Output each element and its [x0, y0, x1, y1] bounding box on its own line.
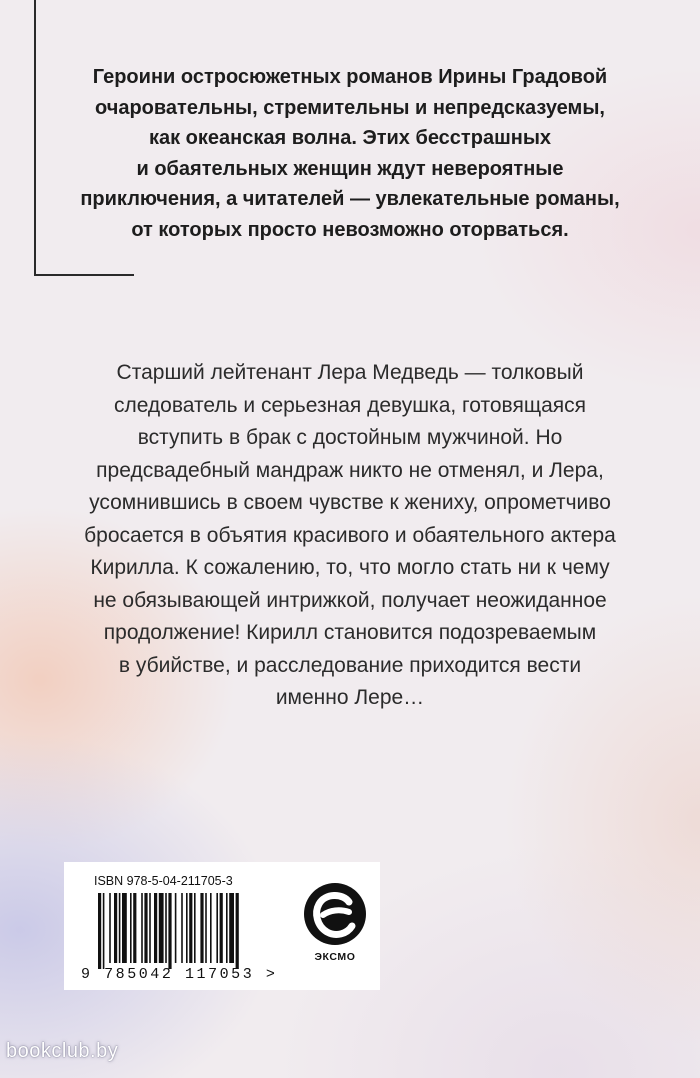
frame-line-vertical: [34, 0, 36, 276]
publisher-name: ЭКСМО: [314, 951, 356, 963]
synopsis-line: не обязывающей интрижкой, получает неожиданное: [93, 588, 607, 612]
synopsis-line: предсвадебный мандраж никто не отменял, и Лера,: [96, 458, 604, 482]
ean-digits: 9 785042 117053 >: [81, 966, 278, 983]
intro-line: от которых просто невозможно оторваться.: [131, 218, 569, 241]
intro-line: и обаятельных женщин ждут невероятные: [136, 157, 564, 180]
synopsis-line: усомнившись в своем чувстве к жениху, опрометчиво: [89, 491, 611, 514]
synopsis-line: Кирилла. К сожалению, то, что могло стать ни к чему: [90, 556, 610, 579]
synopsis-line: продолжение! Кирилл становится подозреваемым: [103, 621, 597, 644]
series-intro-text: [40, 62, 660, 245]
frame-line-horizontal: [34, 274, 134, 276]
synopsis-line: в убийстве, и расследование приходится вести: [118, 653, 582, 677]
synopsis-line: следователь и серьезная девушка, готовящаяся: [113, 393, 587, 417]
isbn-label: ISBN 978-5-04-211705-3: [94, 874, 233, 888]
intro-line: как океанская волна. Этих бесстрашных: [148, 127, 552, 149]
synopsis-text: [30, 357, 670, 715]
synopsis-line: Старший лейтенант Лера Медведь — толковый: [116, 361, 584, 384]
publisher-block: [291, 862, 379, 990]
synopsis-line: вступить в брак с достойным мужчиной. Но: [137, 426, 563, 449]
intro-line: приключения, а читателей — увлекательные романы,: [80, 188, 620, 210]
synopsis-line: бросается в объятия красивого и обаятельного актера: [84, 523, 616, 547]
eksmo-logo-icon: [303, 882, 367, 946]
intro-line: очаровательны, стремительны и непредсказуемы,: [95, 96, 605, 119]
intro-line: Героини остросюжетных романов Ирины Градовой: [92, 66, 608, 88]
watermark-site: bookclub.by: [6, 1040, 119, 1062]
synopsis-line: именно Лере…: [275, 686, 425, 709]
